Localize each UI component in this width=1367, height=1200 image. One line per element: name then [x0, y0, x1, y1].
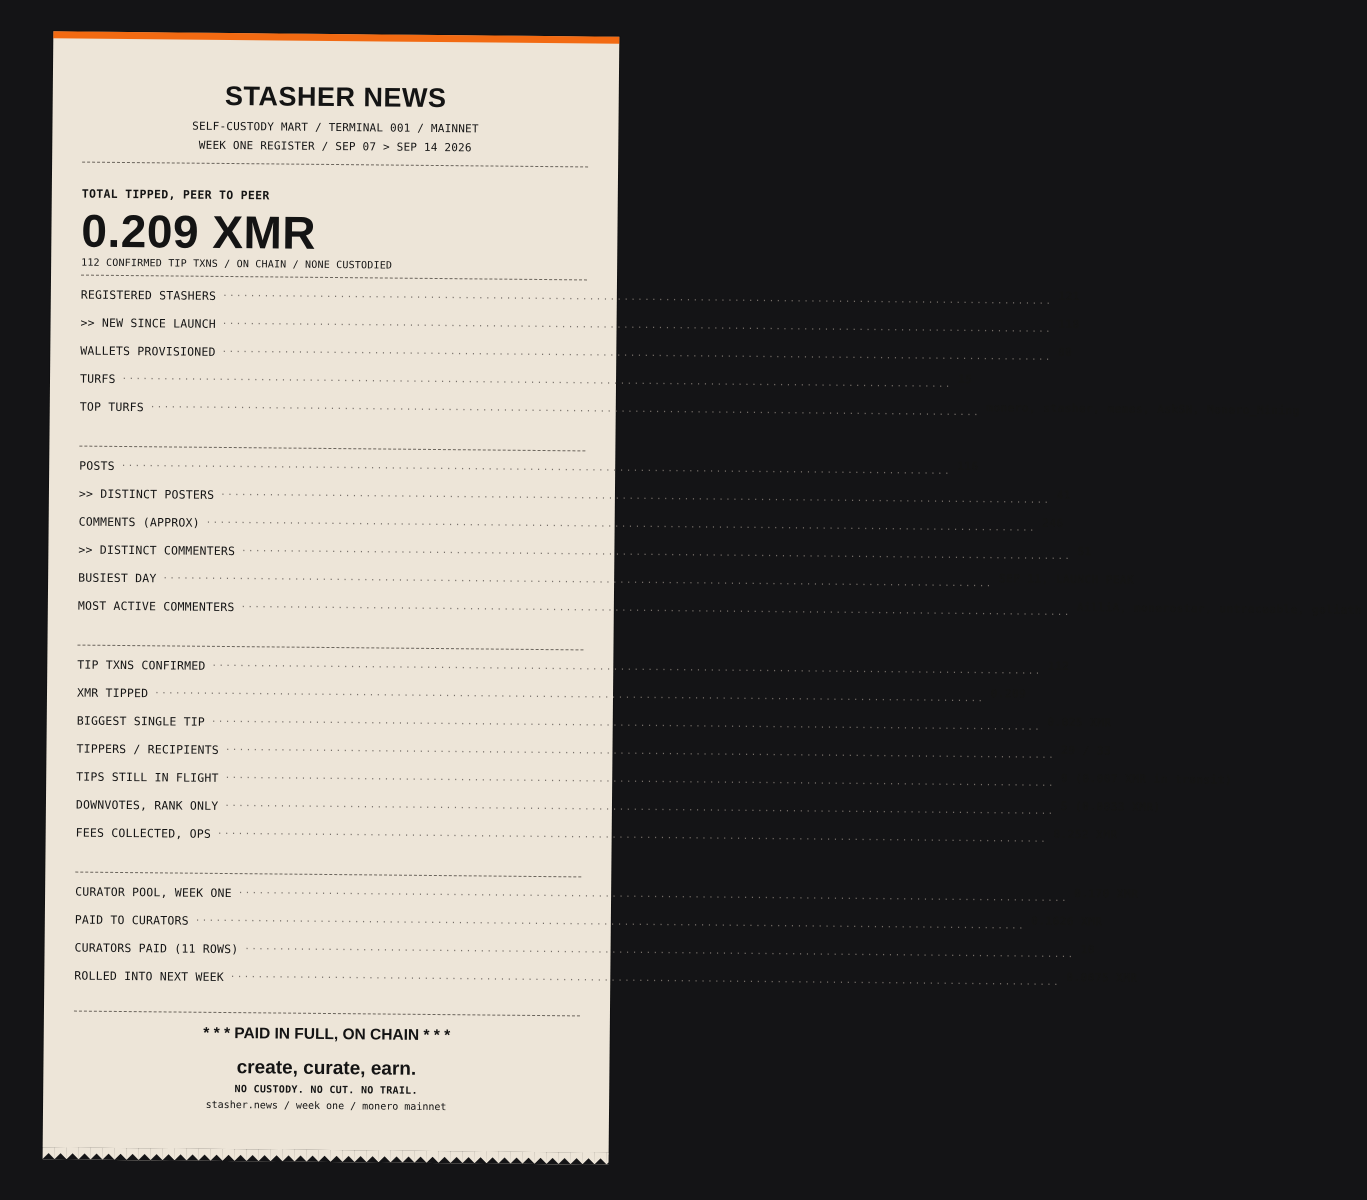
dot-leader: ........................................................................................................................: [224, 770, 1055, 789]
dot-leader: ........................................................................................................................: [240, 600, 1071, 619]
stat-value: 51: [1077, 544, 1092, 559]
dot-leader: ........................................................................................................................: [210, 714, 1042, 733]
stats-sections: [74, 276, 1362, 1004]
stat-value: 121: [1058, 288, 1080, 304]
stat-value: monero, stasher, memes, AskSN, Monero_Mining: [986, 400, 1300, 418]
stat-label: ROLLED INTO NEXT WEEK: [74, 968, 224, 984]
dot-leader: ........................................................................................................................: [221, 344, 1052, 363]
dot-leader: ........................................................................................................................: [149, 400, 981, 419]
stat-label: BIGGEST SINGLE TIP: [76, 713, 206, 729]
stat-label: PAID TO CURATORS: [74, 912, 189, 928]
stat-label: MOST ACTIVE COMMENTERS: [77, 598, 235, 615]
stat-value: 5 (0.0033 XMR): [1060, 799, 1161, 814]
receipt-title: STASHER NEWS: [224, 80, 447, 114]
stat-label: >> DISTINCT COMMENTERS: [78, 542, 236, 559]
receipt-content: [73, 78, 1362, 1115]
stat-label: BUSIEST DAY: [78, 570, 157, 586]
stat-value: 9 (0.007 XMR in transit): [1060, 771, 1232, 787]
stat-value: 29 / 33: [1061, 743, 1112, 758]
dot-leader: ........................................................................................................................: [120, 458, 952, 477]
dot-leader: ........................................................................................................................: [205, 515, 1037, 534]
dot-leader: ........................................................................................................................: [220, 487, 1051, 506]
stat-value: 0.252 XMR: [1053, 826, 1118, 842]
stat-value: 0.025 XMR: [1047, 714, 1112, 730]
stat-label: >> DISTINCT POSTERS: [78, 486, 215, 502]
stat-row: [79, 392, 1300, 425]
stat-label: CURATORS PAID (11 ROWS): [74, 940, 239, 957]
stat-value: 0.0075 XMR: [1066, 970, 1138, 985]
dot-leader: ........................................................................................................................: [194, 913, 1026, 932]
footer-url: stasher.news / week one / monero mainnet: [205, 1099, 447, 1114]
stat-label: COMMENTS (APPROX): [78, 514, 200, 530]
stat-value: AilliA, monerostar, untraceable, goliath: [1076, 600, 1362, 617]
stat-label: WALLETS PROVISIONED: [80, 343, 216, 359]
paid-banner: * * * PAID IN FULL, ON CHAIN * * *: [203, 1024, 451, 1045]
stat-value: 0.1626 XMR: [1031, 913, 1103, 929]
slogan: create, curate, earn.: [236, 1057, 417, 1080]
stat-label: >> NEW SINCE LAUNCH: [80, 315, 216, 331]
dot-leader: ........................................................................................................................: [222, 288, 1053, 307]
stat-value: 112: [1047, 658, 1070, 674]
divider: [74, 1011, 580, 1017]
stat-label: TIP TXNS CONFIRMED: [77, 657, 206, 673]
stat-label: TURFS: [79, 371, 116, 386]
total-note: 112 CONFIRMED TIP TXNS / ON CHAIN / NONE CUSTODIED: [81, 257, 393, 272]
receipt: [43, 31, 1362, 1152]
stat-label: TIPPERS / RECIPIENTS: [76, 741, 220, 757]
stat-row: [75, 818, 1118, 851]
stats-section: [77, 447, 1362, 634]
stat-value: SEP 11, LAUNCH PEAK: [998, 571, 1135, 587]
stat-row: [77, 591, 1362, 624]
stat-row: [74, 961, 1138, 994]
dot-leader: ........................................................................................................................: [244, 942, 1075, 961]
stat-label: TIPS STILL IN FLIGHT: [76, 769, 219, 785]
stat-value: 15: [957, 372, 973, 387]
dot-leader: ........................................................................................................................: [217, 826, 1048, 845]
total-label: TOTAL TIPPED, PEER TO PEER: [81, 186, 270, 203]
dot-leader: ........................................................................................................................: [211, 658, 1042, 677]
stat-label: REGISTERED STASHERS: [80, 287, 217, 303]
dot-leader: ........................................................................................................................: [224, 742, 1056, 761]
stats-section: [74, 873, 1139, 1004]
stat-value: 10: [1080, 942, 1095, 957]
stat-value: 0.209: [990, 686, 1027, 701]
stats-section: [79, 276, 1300, 435]
dot-leader: ........................................................................................................................: [121, 371, 952, 390]
divider: [82, 162, 588, 168]
dot-leader: ........................................................................................................................: [241, 544, 1072, 563]
dot-leader: ........................................................................................................................: [154, 686, 985, 705]
stat-value: 0.170 XMR: [1074, 886, 1139, 901]
stat-value: 116: [957, 459, 979, 474]
stat-value: 41: [1056, 487, 1071, 503]
stat-value: 118: [1058, 316, 1080, 332]
stat-label: FEES COLLECTED, OPS: [75, 825, 212, 841]
header-line-2: WEEK ONE REGISTER / SEP 07 > SEP 14 2026: [198, 138, 472, 155]
total-value: 0.209 XMR: [81, 204, 317, 259]
dot-leader: ........................................................................................................................: [221, 316, 1053, 335]
stat-label: DOWNVOTES, RANK ONLY: [75, 797, 219, 813]
stat-label: TOP TURFS: [79, 399, 144, 415]
stat-value: 80: [1057, 344, 1073, 360]
dot-leader: ........................................................................................................................: [229, 970, 1061, 989]
stat-label: CURATOR POOL, WEEK ONE: [75, 884, 232, 901]
dot-leader: ........................................................................................................................: [224, 798, 1055, 817]
stat-label: XMR TIPPED: [76, 685, 149, 701]
stat-label: POSTS: [79, 458, 115, 473]
stat-value: 246: [1041, 515, 1064, 531]
dot-leader: ........................................................................................................................: [237, 886, 1069, 905]
header-line-1: SELF-CUSTODY MART / TERMINAL 001 / MAINNET: [192, 119, 479, 136]
dot-leader: ........................................................................................................................: [162, 571, 993, 590]
tagline: NO CUSTODY. NO CUT. NO TRAIL.: [234, 1084, 418, 1097]
stats-section: [75, 646, 1232, 861]
